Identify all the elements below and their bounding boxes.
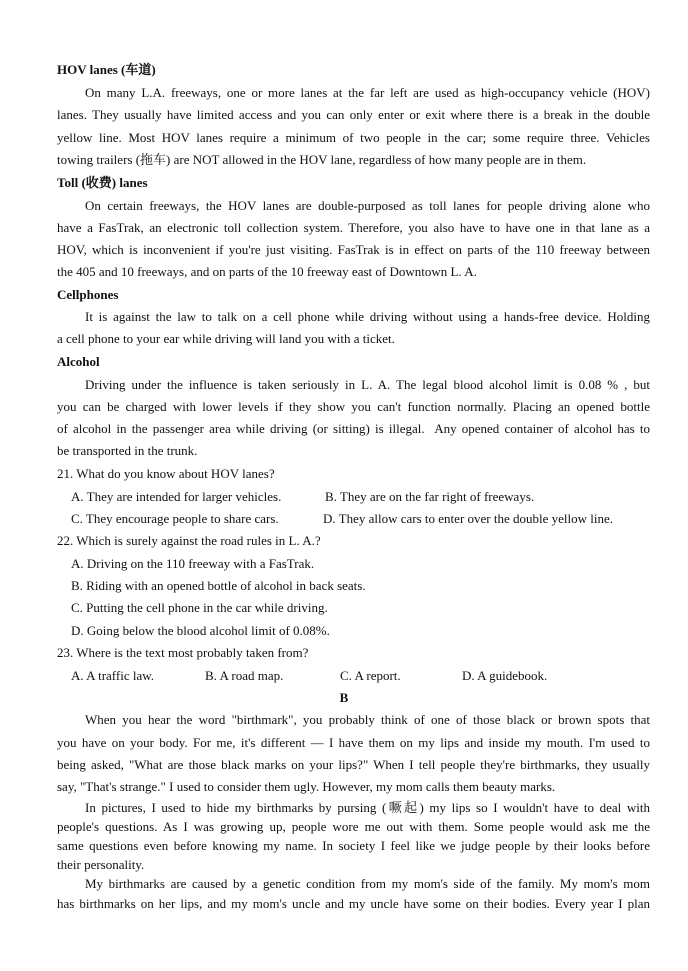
question-21-option-a: A. They are intended for larger vehicles.	[71, 489, 282, 504]
text-line: a cell phone to your ear while driving will land you with a ticket.	[57, 331, 395, 346]
question-23-option-c: C. A report.	[340, 668, 401, 683]
question-22-option-d: D. Going below the blood alcohol limit of 0.08%.	[71, 623, 330, 638]
text-line: people's questions. As I was growing up, people wore me out with them. Some people would ask me the	[57, 819, 650, 834]
text-line: of alcohol in the passenger area while driving (or sitting) is illegal. Any opened container of alcohol has to	[57, 421, 650, 436]
heading-toll: Toll (收费) lanes	[57, 175, 148, 190]
question-22-option-b: B. Riding with an opened bottle of alcohol in back seats.	[71, 578, 366, 593]
text-line: HOV, which is inconvenient if you're just visiting. FasTrak is in effect on parts of the 110 freeway between	[57, 242, 650, 257]
text-line: has birthmarks on her lips, and my mom's uncle and my uncle have some on their bodies. Every year I plan	[57, 896, 650, 911]
text-line: say, "That's strange." I used to consider them ugly. However, my mom calls them beauty marks.	[57, 779, 556, 794]
question-21-option-b: B. They are on the far right of freeways.	[325, 489, 535, 504]
text-line: you have on your body. For me, it's different — I have them on my lips and inside my mouth. I'm used to	[57, 735, 650, 750]
text-line: being asked, "What are those black marks on your lips?" When I tell people they're birthmarks, they usually	[57, 757, 650, 772]
text-line: It is against the law to talk on a cell phone while driving without using a hands-free device. Holding	[85, 309, 650, 324]
text-line: the 405 and 10 freeways, and on parts of the 10 freeway east of Downtown L. A.	[57, 264, 477, 279]
question-23-option-b: B. A road map.	[205, 668, 284, 683]
text-line: have a FasTrak, an electronic toll collection system. Therefore, you also have to have one in that lane as a	[57, 220, 650, 235]
question-21-option-d: D. They allow cars to enter over the double yellow line.	[323, 511, 614, 526]
text-line: Driving under the influence is taken seriously in L. A. The legal blood alcohol limit is 0.08 % , but	[85, 377, 650, 392]
text-line: you can be charged with lower levels if they show you can't function normally. Placing an opened bottle	[57, 399, 650, 414]
text-line: towing trailers (拖车) are NOT allowed in the HOV lane, regardless of how many people are in them.	[57, 152, 587, 167]
question-22-stem: 22. Which is surely against the road rules in L. A.?	[57, 533, 321, 548]
passage-b-label: B	[339, 690, 349, 705]
text-line: yellow line. Most HOV lanes require a minimum of two people in the car; some require three. Vehicles	[57, 130, 650, 145]
text-line: In pictures, I used to hide my birthmarks by pursing (噘起) my lips so I wouldn't have to deal with	[85, 800, 650, 815]
question-22-option-a: A. Driving on the 110 freeway with a FasTrak.	[71, 556, 315, 571]
question-21-stem: 21. What do you know about HOV lanes?	[57, 466, 275, 481]
text-line: their personality.	[57, 857, 145, 872]
text-line: same questions even before knowing my name. In society I feel like we judge people by their looks before	[57, 838, 650, 853]
text-line: lanes. They usually have limited access and you can only enter or exit where there is a break in the double	[57, 107, 650, 122]
question-22-option-c: C. Putting the cell phone in the car while driving.	[71, 600, 328, 615]
text-line: On many L.A. freeways, one or more lanes at the far left are used as high-occupancy vehicle (HOV)	[85, 85, 650, 100]
heading-alcohol: Alcohol	[57, 354, 100, 369]
heading-hov: HOV lanes (车道)	[57, 62, 156, 77]
question-21-option-c: C. They encourage people to share cars.	[71, 511, 279, 526]
question-23-option-a: A. A traffic law.	[71, 668, 155, 683]
text-line: When you hear the word "birthmark", you probably think of one of those black or brown spots that	[85, 712, 650, 727]
text-line: My birthmarks are caused by a genetic condition from my mom's side of the family. My mom's mom	[85, 876, 650, 891]
text-line: be transported in the trunk.	[57, 443, 198, 458]
text-line: On certain freeways, the HOV lanes are double-purposed as toll lanes for people driving alone who	[85, 198, 650, 213]
question-23-option-d: D. A guidebook.	[462, 668, 548, 683]
question-23-stem: 23. Where is the text most probably taken from?	[57, 645, 309, 660]
heading-cellphones: Cellphones	[57, 287, 119, 302]
